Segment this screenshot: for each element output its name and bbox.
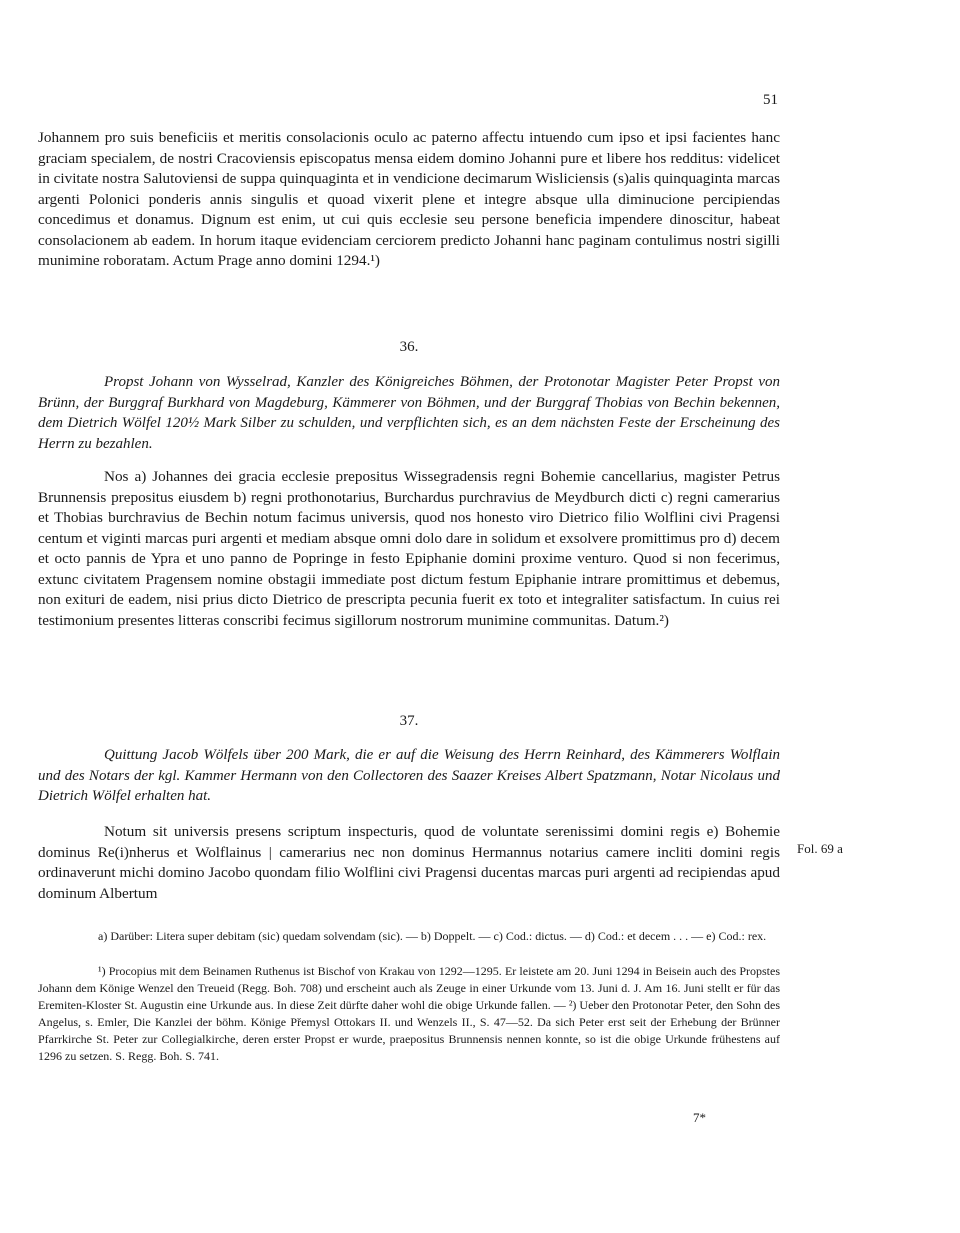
document-number-37: 37.	[399, 713, 419, 729]
document-36-text	[38, 467, 780, 631]
charter-text: Notum sit universis presens scriptum inspecturis, quod de voluntate serenissimi domini regis e) Bohemie dominus Re(i)nherus et Wolflainus | camerarius nec non dominus Hermannus notarius camere incliti domini regis ordinaverunt michi domino Jacobo quondam filio Wolflini civi Pragensi ducentas marcas puri argenti ad recipiendas apud dominum Albertum	[38, 823, 780, 902]
document-37-text	[38, 822, 780, 904]
document-number-36: 36.	[399, 339, 419, 355]
paragraph-continuation	[38, 128, 780, 272]
summary-text: Quittung Jacob Wölfels über 200 Mark, die er auf die Weisung des Herrn Reinhard, des Kämmerers Wolflain und des Notars der kgl. Kammer Hermann von den Collectoren des Saazer Kreises Albert Spatzmann, Notar Nicolaus und Dietrich Wölfel erhalten hat.	[38, 747, 780, 804]
folio-margin-note: Fol. 69 a	[797, 841, 843, 856]
document-37-summary	[38, 745, 780, 807]
signature-mark: 7*	[693, 1110, 706, 1125]
textual-apparatus	[38, 928, 780, 945]
paragraph-text: Johannem pro suis beneficiis et meritis consolacionis oculo ac paterno affectu intuendo cum ipso et ipsi facientes hanc graciam specialem, de nostri Cracoviensis episcopatus mensa eidem domino Johanni pure et libere hos redditus: videlicet in civitate nostra Salutoviensi de suppa quinquaginta et in vendicione decimarum Wisliciensis (s)alis quinquaginta marcas argenti Polonici ponderis annis singulis et quoad vixerit plene et integre absque ulla diminucione percipiendas concedimus et donamus. Dignum est enim, ut cui quis ecclesie seu persone beneficia impendere dinoscitur, habeat consolacionem ab eadem. In horum itaque evidenciam cerciorem predicto Johanni hanc paginam contulimus nostri sigilli munimine roboratam. Actum Prage anno domini 1294.¹)	[38, 129, 780, 269]
summary-text: Propst Johann von Wysselrad, Kanzler des Königreiches Böhmen, der Protonotar Magister Peter Propst von Brünn, der Burggraf Burkhard von Magdeburg, Kämmerer von Böhmen, und der Burggraf Thobias von Bechin bekennen, dem Dietrich Wölfel 120½ Mark Silber zu schulden, und verpflichten sich, es an dem nächsten Feste der Erscheinung des Herrn zu bezahlen.	[38, 374, 780, 452]
footnote-text: ¹) Procopius mit dem Beinamen Ruthenus ist Bischof von Krakau von 1292—1295. Er leistete am 20. Juni 1294 in Beisein auch des Propstes Johann dem Könige Wenzel den Treueid (Regg. Boh. 708) und erscheint auch als Zeuge in einer Urkunde vom 13. Juni d. J. Am 16. Juni stellt er für das Eremiten-Kloster St. Augustin eine Urkunde aus. In diese Zeit dürfte daher wohl die obige Urkunde fallen. — ²) Ueber den Protonotar Peter, den Sohn des Angelus, s. Emler, Die Kanzlei der böhm. Könige Přemysl Ottokars II. und Wenzels II., S. 47—52. Da sich Peter erst seit der Erhebung der Brünner Pfarrkirche St. Peter zur Collegialkirche, deren erster Propst er wurde, praepositus Brunnensis nennen konnte, so ist die obige Urkunde frühestens auf 1296 zu setzen. S. Regg. Boh. S. 741.	[38, 964, 780, 1063]
footnotes	[38, 963, 780, 1065]
charter-text: Nos a) Johannes dei gracia ecclesie prepositus Wissegradensis regni Bohemie cancellarius, magister Petrus Brunnensis prepositus eiusdem b) regni prothonotarius, Burchardus purchravius de Meydburch dicti c) regni camerarius et Thobias burchravius de Bechin notum facimus universis, quod nos honesto viro Dietrico filio Wolflini civi Pragensi centum et viginti marcas puri argenti et mediam absque omni dolo dare in solidum et exsolvere promittimus pro d) decem et octo pannis de Ypra et uno panno de Popringe in festo Epiphanie domini proxime venturo. Quod si non fecerimus, extunc civitatem Pragensem nomine obstagii immediate post dictum festum Epiphanie intrare promittimus et debemus, non exituri de eadem, nisi prius dicto Dietrico de prescripta pecunia fuerit ex toto et integraliter satisfactum. In cuius rei testimonium presentes litteras conscribi fecimus sigillorum nostrorum munimine communitas. Datum.²)	[38, 468, 780, 629]
footnote-letters: a) Darüber: Litera super debitam (sic) quedam solvendam (sic). — b) Doppelt. — c) Cod.: dictus. — d) Cod.: et decem . . . — e) Cod.: rex.	[98, 929, 767, 943]
document-36-summary	[38, 372, 780, 454]
page-number: 51	[763, 92, 778, 108]
